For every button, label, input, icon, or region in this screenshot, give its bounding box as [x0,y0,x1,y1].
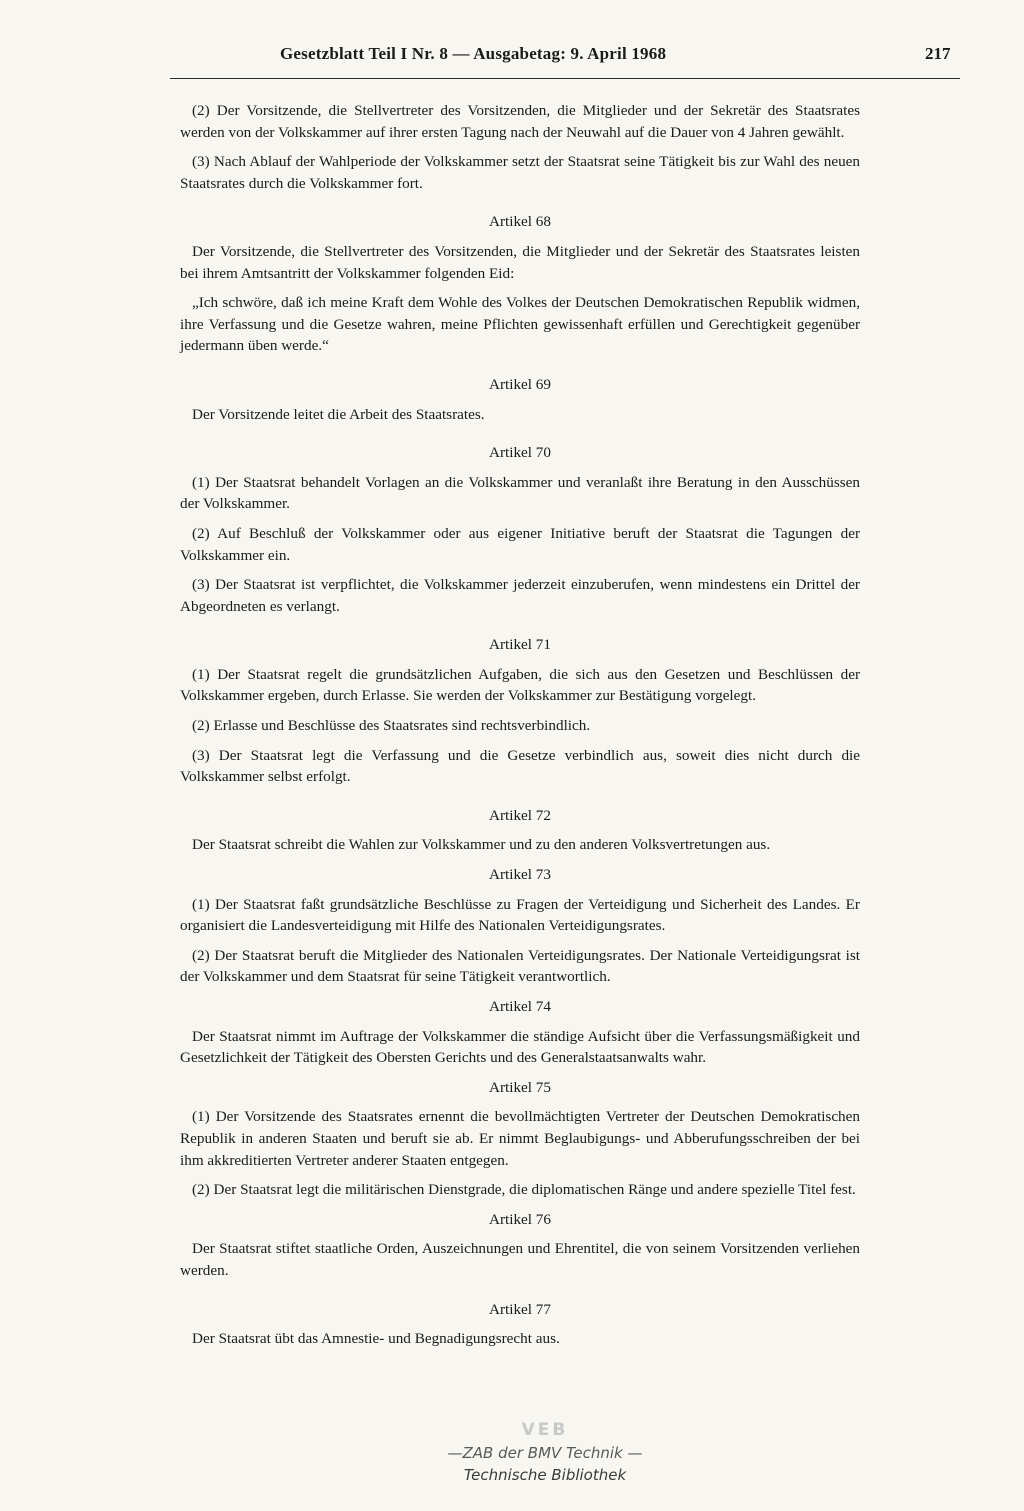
header-rule [170,78,960,79]
article-69-heading: Artikel 69 [488,375,551,393]
article-71-paragraph-2: (2) Erlasse und Beschlüsse des Staatsrates sind rechtsverbindlich. [192,717,591,735]
article-70-paragraph-3: (3) Der Staatsrat ist verpflichtet, die Volkskammer jederzeit einzuberufen, wenn mindestens ein Drittel der Abgeordneten es verlangt. [180,576,860,615]
article-68-text: Der Vorsitzende, die Stellvertreter des Vorsitzenden, die Mitglieder und der Sekretär des Staatsrates leisten bei ihrem Amtsantritt der Volkskammer folgenden Eid: [180,242,860,282]
header-title: Gesetzblatt Teil I Nr. 8 — Ausgabetag: 9. April 1968 [280,44,667,63]
article-76-text: Der Staatsrat stiftet staatliche Orden, Auszeichnungen und Ehrentitel, die von seinem Vorsitzenden verliehen werden. [180,1240,860,1279]
article-70-paragraph-1: (1) Der Staatsrat behandelt Vorlagen an die Volkskammer und veranlaßt ihre Beratung in den Ausschüssen der Volkskammer. [180,473,860,513]
document-body [180,100,860,1358]
article-73-heading: Artikel 73 [488,866,551,884]
page-number: 217 [925,44,951,63]
paragraph-3: (3) Nach Ablauf der Wahlperiode der Volkskammer setzt der Staatsrat seine Tätigkeit bis zur Wahl des neuen Staatsrates durch die Volkskammer fort. [180,153,860,192]
article-75-paragraph-2: (2) Der Staatsrat legt die militärischen Dienstgrade, die diplomatischen Ränge und andere spezielle Titel fest. [192,1181,856,1199]
article-76-heading: Artikel 76 [488,1210,551,1228]
page-header [170,38,960,78]
stamp-line-1: VEB [521,1420,569,1440]
article-75-paragraph-1: (1) Der Vorsitzende des Staatsrates ernennt die bevollmächtigten Vertreter der Deutschen Demokratischen Republik in anderen Staaten und beruft sie ab. Er nimmt Beglaubigungs- und Abberufungsschreiben der bei ihm akkreditierten Vertreter anderer Staaten entgegen. [180,1108,860,1169]
article-70-heading: Artikel 70 [488,444,551,462]
article-72-text: Der Staatsrat schreibt die Wahlen zur Volkskammer und zu den anderen Volksvertretungen aus. [192,836,771,854]
article-75-heading: Artikel 75 [488,1078,551,1096]
article-68-oath: „Ich schwöre, daß ich meine Kraft dem Wohle des Volkes der Deutschen Demokratischen Republik widmen, ihre Verfassung und die Gesetze wahren, meine Pflichten gewissenhaft erfüllen und Gerechtigkeit gegenüber jedermann üben werde.“ [180,294,860,355]
article-77-text: Der Staatsrat übt das Amnestie- und Begnadigungsrecht aus. [192,1330,560,1348]
library-stamp [420,1420,670,1500]
article-72-heading: Artikel 72 [488,806,551,824]
article-71-paragraph-1: (1) Der Staatsrat regelt die grundsätzlichen Aufgaben, die sich aus den Gesetzen und Beschlüssen der Volkskammer ergeben, durch Erlasse. Sie werden der Volkskammer zur Bestätigung vorgelegt. [180,665,860,705]
paragraph-2: (2) Der Vorsitzende, die Stellvertreter des Vorsitzenden, die Mitglieder und der Sekretär des Staatsrates werden von der Volkskammer auf ihrer ersten Tagung nach der Neuwahl auf die Dauer von 4 Jahren gewählt. [180,102,860,141]
article-74-heading: Artikel 74 [488,998,551,1015]
article-70-paragraph-2: (2) Auf Beschluß der Volkskammer oder aus eigener Initiative beruft der Staatsrat die Tagungen der Volkskammer ein. [180,524,860,564]
article-68-heading: Artikel 68 [488,213,551,231]
article-71-paragraph-3: (3) Der Staatsrat legt die Verfassung und die Gesetze verbindlich aus, soweit dies nicht durch die Volkskammer selbst erfolgt. [180,746,860,786]
article-77-heading: Artikel 77 [488,1300,551,1318]
article-73-paragraph-1: (1) Der Staatsrat faßt grundsätzliche Beschlüsse zu Fragen der Verteidigung und Sicherheit des Landes. Er organisiert die Landesverteidigung mit Hilfe des Nationalen Verteidigungsrates. [180,895,860,935]
stamp-line-2: —ZAB der BMV Technik — [447,1444,643,1462]
article-73-paragraph-2: (2) Der Staatsrat beruft die Mitglieder des Nationalen Verteidigungsrates. Der Nationale Verteidigungsrat ist der Volkskammer und dem Staatsrat für seine Tätigkeit verantwortlich. [180,946,860,986]
article-74-text: Der Staatsrat nimmt im Auftrage der Volkskammer die ständige Aufsicht über die Verfassungsmäßigkeit und Gesetzlichkeit der Tätigkeit des Obersten Gerichts und des Generalstaatsanwalts wahr. [180,1027,860,1067]
stamp-line-3: Technische Bibliothek [463,1466,627,1484]
article-71-heading: Artikel 71 [488,636,551,654]
article-69-text: Der Vorsitzende leitet die Arbeit des Staatsrates. [192,405,485,423]
